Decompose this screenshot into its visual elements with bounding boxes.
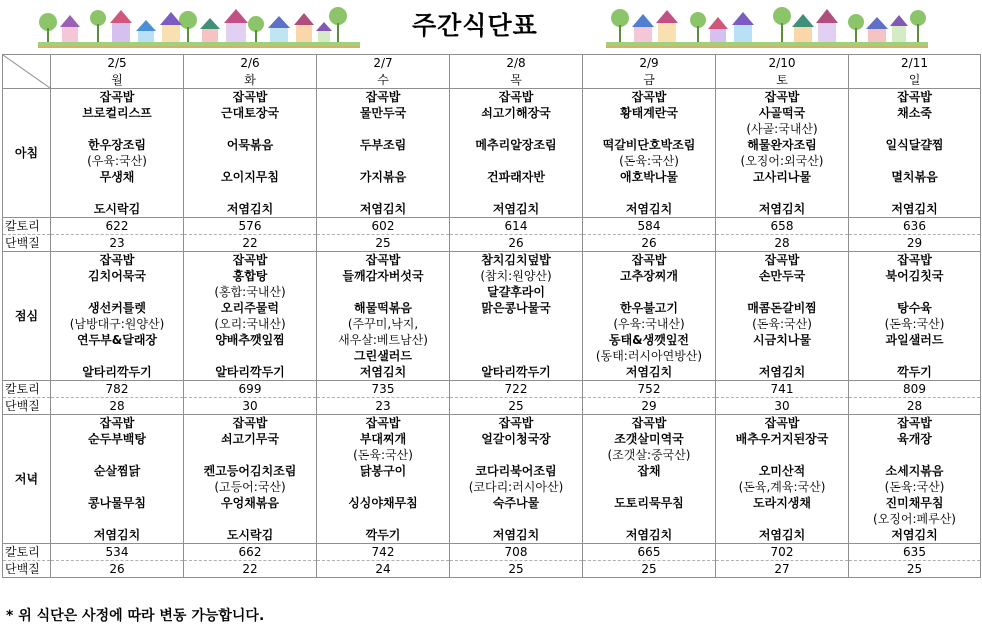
calorie-value: 735: [317, 381, 450, 398]
diagonal-line: [3, 55, 50, 88]
dish-cell: 저염김치: [716, 364, 849, 381]
protein-value: 29: [849, 235, 981, 252]
protein-value: 25: [849, 561, 981, 578]
dish-cell: 콩나물무침: [51, 495, 184, 511]
menu-row: [3, 527, 981, 544]
dish-cell: (오징어:외국산): [716, 153, 849, 169]
dish-cell: 숙주나물: [450, 495, 583, 511]
dish-cell: 매콤돈갈비찜: [716, 300, 849, 316]
calorie-value: 534: [51, 544, 184, 561]
dish-cell: 잡곡밥: [849, 415, 981, 432]
calorie-value: 782: [51, 381, 184, 398]
protein-value: 25: [317, 235, 450, 252]
menu-row: [3, 153, 981, 169]
dish-cell: [184, 153, 317, 169]
day-cell: 토: [716, 72, 849, 89]
protein-row: [3, 398, 981, 415]
protein-value: 30: [184, 398, 317, 415]
dish-cell: [317, 284, 450, 300]
menu-row: [3, 332, 981, 348]
menu-row: [3, 284, 981, 300]
dish-cell: (돈육:국산): [849, 316, 981, 332]
dish-cell: 잡곡밥: [716, 415, 849, 432]
dish-cell: 부대찌개: [317, 431, 450, 447]
dish-cell: 알타리깍두기: [51, 364, 184, 381]
calorie-value: 584: [583, 218, 716, 235]
dish-cell: [849, 284, 981, 300]
dish-cell: 새우살:베트남산): [317, 332, 450, 348]
dish-cell: [583, 479, 716, 495]
dish-cell: 저염김치: [583, 527, 716, 544]
dish-cell: 코다리북어조림: [450, 463, 583, 479]
dish-cell: 저염김치: [317, 364, 450, 381]
dish-cell: 건파래자반: [450, 169, 583, 185]
protein-value: 22: [184, 561, 317, 578]
dish-cell: 북어김칫국: [849, 268, 981, 284]
dish-cell: 가지볶음: [317, 169, 450, 185]
dish-cell: 홍합탕: [184, 268, 317, 284]
dish-cell: 깍두기: [317, 527, 450, 544]
dish-cell: 오리주물럭: [184, 300, 317, 316]
dish-cell: 두부조림: [317, 137, 450, 153]
dish-cell: 잡곡밥: [317, 252, 450, 269]
menu-row: [3, 495, 981, 511]
dish-cell: [450, 511, 583, 527]
date-cell: 2/11: [849, 55, 981, 72]
dish-cell: (사골:국내산): [716, 121, 849, 137]
protein-value: 28: [716, 235, 849, 252]
dish-cell: 해물떡볶음: [317, 300, 450, 316]
menu-row: [3, 105, 981, 121]
menu-row: [3, 169, 981, 185]
protein-value: 22: [184, 235, 317, 252]
dish-cell: 잡곡밥: [317, 89, 450, 106]
dish-cell: (우육:국산): [51, 153, 184, 169]
dish-cell: [450, 153, 583, 169]
dish-cell: 한우장조림: [51, 137, 184, 153]
dish-cell: 잡곡밥: [51, 415, 184, 432]
dish-cell: 메추리알장조림: [450, 137, 583, 153]
dish-cell: (오징어:페루산): [849, 511, 981, 527]
dish-cell: 쇠고기무국: [184, 431, 317, 447]
dish-cell: 잡곡밥: [51, 252, 184, 269]
day-cell: 목: [450, 72, 583, 89]
protein-value: 24: [317, 561, 450, 578]
calorie-row: [3, 381, 981, 398]
dish-cell: 떡갈비단호박조림: [583, 137, 716, 153]
date-cell: 2/5: [51, 55, 184, 72]
dish-cell: 김치어묵국: [51, 268, 184, 284]
page-title: 주간식단표: [412, 11, 538, 40]
protein-label: 단백질: [3, 561, 51, 578]
date-cell: 2/7: [317, 55, 450, 72]
menu-row: [3, 300, 981, 316]
dish-cell: [583, 185, 716, 201]
dish-cell: 무생채: [51, 169, 184, 185]
dish-cell: (돈육:국산): [849, 479, 981, 495]
dish-cell: 저염김치: [450, 527, 583, 544]
calorie-value: 752: [583, 381, 716, 398]
dish-cell: [849, 153, 981, 169]
dish-cell: 저염김치: [583, 201, 716, 218]
dish-cell: 저염김치: [317, 201, 450, 218]
date-row: [3, 55, 981, 72]
dish-cell: 알타리깍두기: [184, 364, 317, 381]
calorie-value: 741: [716, 381, 849, 398]
menu-row: [3, 463, 981, 479]
menu-row: [3, 121, 981, 137]
protein-value: 26: [51, 561, 184, 578]
calorie-row: [3, 544, 981, 561]
protein-value: 25: [583, 561, 716, 578]
dish-cell: 연두부&달래장: [51, 332, 184, 348]
day-cell: 화: [184, 72, 317, 89]
dish-cell: 도라지생채: [716, 495, 849, 511]
dish-cell: 싱싱야채무침: [317, 495, 450, 511]
dish-cell: (조갯살:중국산): [583, 447, 716, 463]
dish-cell: [184, 121, 317, 137]
dish-cell: 잡곡밥: [583, 415, 716, 432]
meal-label-1: 점심: [3, 252, 51, 381]
dish-cell: (오리:국내산): [184, 316, 317, 332]
dish-cell: 어묵볶음: [184, 137, 317, 153]
corner-cell: [3, 55, 51, 89]
dish-cell: 사골떡국: [716, 105, 849, 121]
dish-cell: 채소죽: [849, 105, 981, 121]
footnote: * 위 식단은 사정에 따라 변동 가능합니다.: [6, 608, 265, 624]
dish-cell: 도시락김: [51, 201, 184, 218]
dish-cell: 잡채: [583, 463, 716, 479]
protein-label: 단백질: [3, 235, 51, 252]
dish-cell: (남방대구:원양산): [51, 316, 184, 332]
menu-row: [3, 415, 981, 432]
dish-cell: 잡곡밥: [184, 415, 317, 432]
calorie-value: 602: [317, 218, 450, 235]
dish-cell: 물만두국: [317, 105, 450, 121]
dish-cell: 저염김치: [51, 527, 184, 544]
day-cell: 월: [51, 72, 184, 89]
calorie-value: 702: [716, 544, 849, 561]
dish-cell: 일식달걀찜: [849, 137, 981, 153]
dish-cell: 배추우거지된장국: [716, 431, 849, 447]
village-decoration-left: [38, 0, 360, 50]
calorie-row: [3, 218, 981, 235]
dish-cell: 육개장: [849, 431, 981, 447]
dish-cell: [51, 511, 184, 527]
dish-cell: 저염김치: [184, 201, 317, 218]
dish-cell: [583, 121, 716, 137]
dish-cell: [849, 348, 981, 364]
dish-cell: 근대토장국: [184, 105, 317, 121]
meal-label-2: 저녁: [3, 415, 51, 544]
dish-cell: [317, 511, 450, 527]
dish-cell: 애호박나물: [583, 169, 716, 185]
dish-cell: 순살찜닭: [51, 463, 184, 479]
menu-row: [3, 201, 981, 218]
dish-cell: 맑은콩나물국: [450, 300, 583, 316]
day-cell: 금: [583, 72, 716, 89]
dish-cell: 쇠고기해장국: [450, 105, 583, 121]
dish-cell: 양배추깻잎찜: [184, 332, 317, 348]
calorie-value: 636: [849, 218, 981, 235]
dish-cell: (고등어:국산): [184, 479, 317, 495]
dish-cell: (돈육:국산): [317, 447, 450, 463]
dish-cell: 잡곡밥: [849, 252, 981, 269]
calorie-value: 742: [317, 544, 450, 561]
dish-cell: [849, 121, 981, 137]
dish-cell: 탕수육: [849, 300, 981, 316]
dish-cell: [849, 185, 981, 201]
dish-cell: 닭봉구이: [317, 463, 450, 479]
dish-cell: [716, 348, 849, 364]
dish-cell: (주꾸미,낙지,: [317, 316, 450, 332]
dish-cell: 시금치나물: [716, 332, 849, 348]
dish-cell: 순두부백탕: [51, 431, 184, 447]
protein-value: 23: [317, 398, 450, 415]
dish-cell: (돈육,계육:국산): [716, 479, 849, 495]
dish-cell: 황태계란국: [583, 105, 716, 121]
dish-cell: [184, 447, 317, 463]
dish-cell: 조갯살미역국: [583, 431, 716, 447]
menu-row: [3, 252, 981, 269]
dish-cell: 고추장찌개: [583, 268, 716, 284]
menu-row: [3, 479, 981, 495]
dish-cell: (돈육:국산): [716, 316, 849, 332]
calorie-label: 칼토리: [3, 544, 51, 561]
dish-cell: [51, 185, 184, 201]
dish-cell: [716, 447, 849, 463]
dish-cell: 잡곡밥: [184, 89, 317, 106]
dish-cell: 과일샐러드: [849, 332, 981, 348]
header-banner: [0, 0, 982, 54]
dish-cell: 소세지볶음: [849, 463, 981, 479]
village-decoration-right: [606, 0, 928, 50]
calorie-value: 699: [184, 381, 317, 398]
dish-cell: 그린샐러드: [317, 348, 450, 364]
dish-cell: 동태&생깻잎전: [583, 332, 716, 348]
dish-cell: [450, 348, 583, 364]
menu-row: [3, 316, 981, 332]
dish-cell: [450, 316, 583, 332]
dish-cell: 달걀후라이: [450, 284, 583, 300]
protein-value: 28: [51, 398, 184, 415]
dish-cell: [583, 284, 716, 300]
dish-cell: 도시락김: [184, 527, 317, 544]
menu-row: [3, 431, 981, 447]
menu-row: [3, 268, 981, 284]
dish-cell: 잡곡밥: [716, 89, 849, 106]
meal-label-0: 아침: [3, 89, 51, 218]
dish-cell: 켄고등어김치조림: [184, 463, 317, 479]
dish-cell: 저염김치: [450, 201, 583, 218]
menu-row: [3, 89, 981, 106]
menu-row: [3, 137, 981, 153]
dish-cell: [51, 479, 184, 495]
dish-cell: 오미산적: [716, 463, 849, 479]
day-cell: 일: [849, 72, 981, 89]
date-cell: 2/10: [716, 55, 849, 72]
dish-cell: [317, 153, 450, 169]
calorie-value: 809: [849, 381, 981, 398]
protein-value: 26: [450, 235, 583, 252]
dish-cell: (참치:원양산): [450, 268, 583, 284]
calorie-value: 635: [849, 544, 981, 561]
dish-cell: 잡곡밥: [583, 252, 716, 269]
menu-row: [3, 185, 981, 201]
calorie-value: 658: [716, 218, 849, 235]
dish-cell: 브로컬리스프: [51, 105, 184, 121]
menu-row: [3, 364, 981, 381]
dish-cell: (코다리:러시아산): [450, 479, 583, 495]
calorie-value: 665: [583, 544, 716, 561]
protein-row: [3, 235, 981, 252]
protein-value: 26: [583, 235, 716, 252]
dish-cell: 깍두기: [849, 364, 981, 381]
calorie-value: 622: [51, 218, 184, 235]
protein-row: [3, 561, 981, 578]
calorie-value: 662: [184, 544, 317, 561]
day-row: [3, 72, 981, 89]
menu-row: [3, 348, 981, 364]
dish-cell: [583, 511, 716, 527]
dish-cell: 잡곡밥: [450, 415, 583, 432]
dish-cell: [184, 511, 317, 527]
dish-cell: [51, 447, 184, 463]
dish-cell: [51, 284, 184, 300]
calorie-value: 722: [450, 381, 583, 398]
dish-cell: 잡곡밥: [317, 415, 450, 432]
dish-cell: 얼갈이청국장: [450, 431, 583, 447]
dish-cell: [317, 479, 450, 495]
protein-value: 25: [450, 561, 583, 578]
dish-cell: [184, 348, 317, 364]
dish-cell: 한우불고기: [583, 300, 716, 316]
dish-cell: 잡곡밥: [184, 252, 317, 269]
dish-cell: 오이지무침: [184, 169, 317, 185]
dish-cell: [849, 447, 981, 463]
dish-cell: 저염김치: [583, 364, 716, 381]
dish-cell: 잡곡밥: [51, 89, 184, 106]
date-cell: 2/8: [450, 55, 583, 72]
dish-cell: (돈육:국산): [583, 153, 716, 169]
dish-cell: 잡곡밥: [450, 89, 583, 106]
dish-cell: [450, 185, 583, 201]
dish-cell: 도토리묵무침: [583, 495, 716, 511]
date-cell: 2/9: [583, 55, 716, 72]
dish-cell: 들깨감자버섯국: [317, 268, 450, 284]
dish-cell: 해물완자조림: [716, 137, 849, 153]
dish-cell: 저염김치: [716, 527, 849, 544]
dish-cell: 진미채무침: [849, 495, 981, 511]
dish-cell: 잡곡밥: [716, 252, 849, 269]
dish-cell: [51, 348, 184, 364]
dish-cell: 우엉채볶음: [184, 495, 317, 511]
dish-cell: [716, 284, 849, 300]
dish-cell: 잡곡밥: [583, 89, 716, 106]
dish-cell: 참치김치덮밥: [450, 252, 583, 269]
dish-cell: 저염김치: [716, 201, 849, 218]
calorie-value: 614: [450, 218, 583, 235]
protein-value: 25: [450, 398, 583, 415]
menu-row: [3, 447, 981, 463]
dish-cell: [184, 185, 317, 201]
weekly-menu-table: [2, 54, 981, 578]
protein-value: 28: [849, 398, 981, 415]
protein-value: 30: [716, 398, 849, 415]
day-cell: 수: [317, 72, 450, 89]
dish-cell: 잡곡밥: [849, 89, 981, 106]
dish-cell: [317, 185, 450, 201]
date-cell: 2/6: [184, 55, 317, 72]
protein-label: 단백질: [3, 398, 51, 415]
dish-cell: [317, 121, 450, 137]
protein-value: 27: [716, 561, 849, 578]
dish-cell: (홍합:국내산): [184, 284, 317, 300]
dish-cell: [450, 447, 583, 463]
dish-cell: 고사리나물: [716, 169, 849, 185]
protein-value: 29: [583, 398, 716, 415]
dish-cell: [450, 332, 583, 348]
dish-cell: [716, 511, 849, 527]
dish-cell: 저염김치: [849, 201, 981, 218]
protein-value: 23: [51, 235, 184, 252]
dish-cell: 멸치볶음: [849, 169, 981, 185]
calorie-value: 708: [450, 544, 583, 561]
dish-cell: [716, 185, 849, 201]
dish-cell: [51, 121, 184, 137]
dish-cell: (우육:국내산): [583, 316, 716, 332]
dish-cell: 저염김치: [849, 527, 981, 544]
dish-cell: 생선커틀렛: [51, 300, 184, 316]
calorie-label: 칼토리: [3, 381, 51, 398]
menu-row: [3, 511, 981, 527]
dish-cell: [450, 121, 583, 137]
calorie-value: 576: [184, 218, 317, 235]
dish-cell: 손만두국: [716, 268, 849, 284]
dish-cell: 알타리깍두기: [450, 364, 583, 381]
dish-cell: (동태:러시아연방산): [583, 348, 716, 364]
calorie-label: 칼토리: [3, 218, 51, 235]
